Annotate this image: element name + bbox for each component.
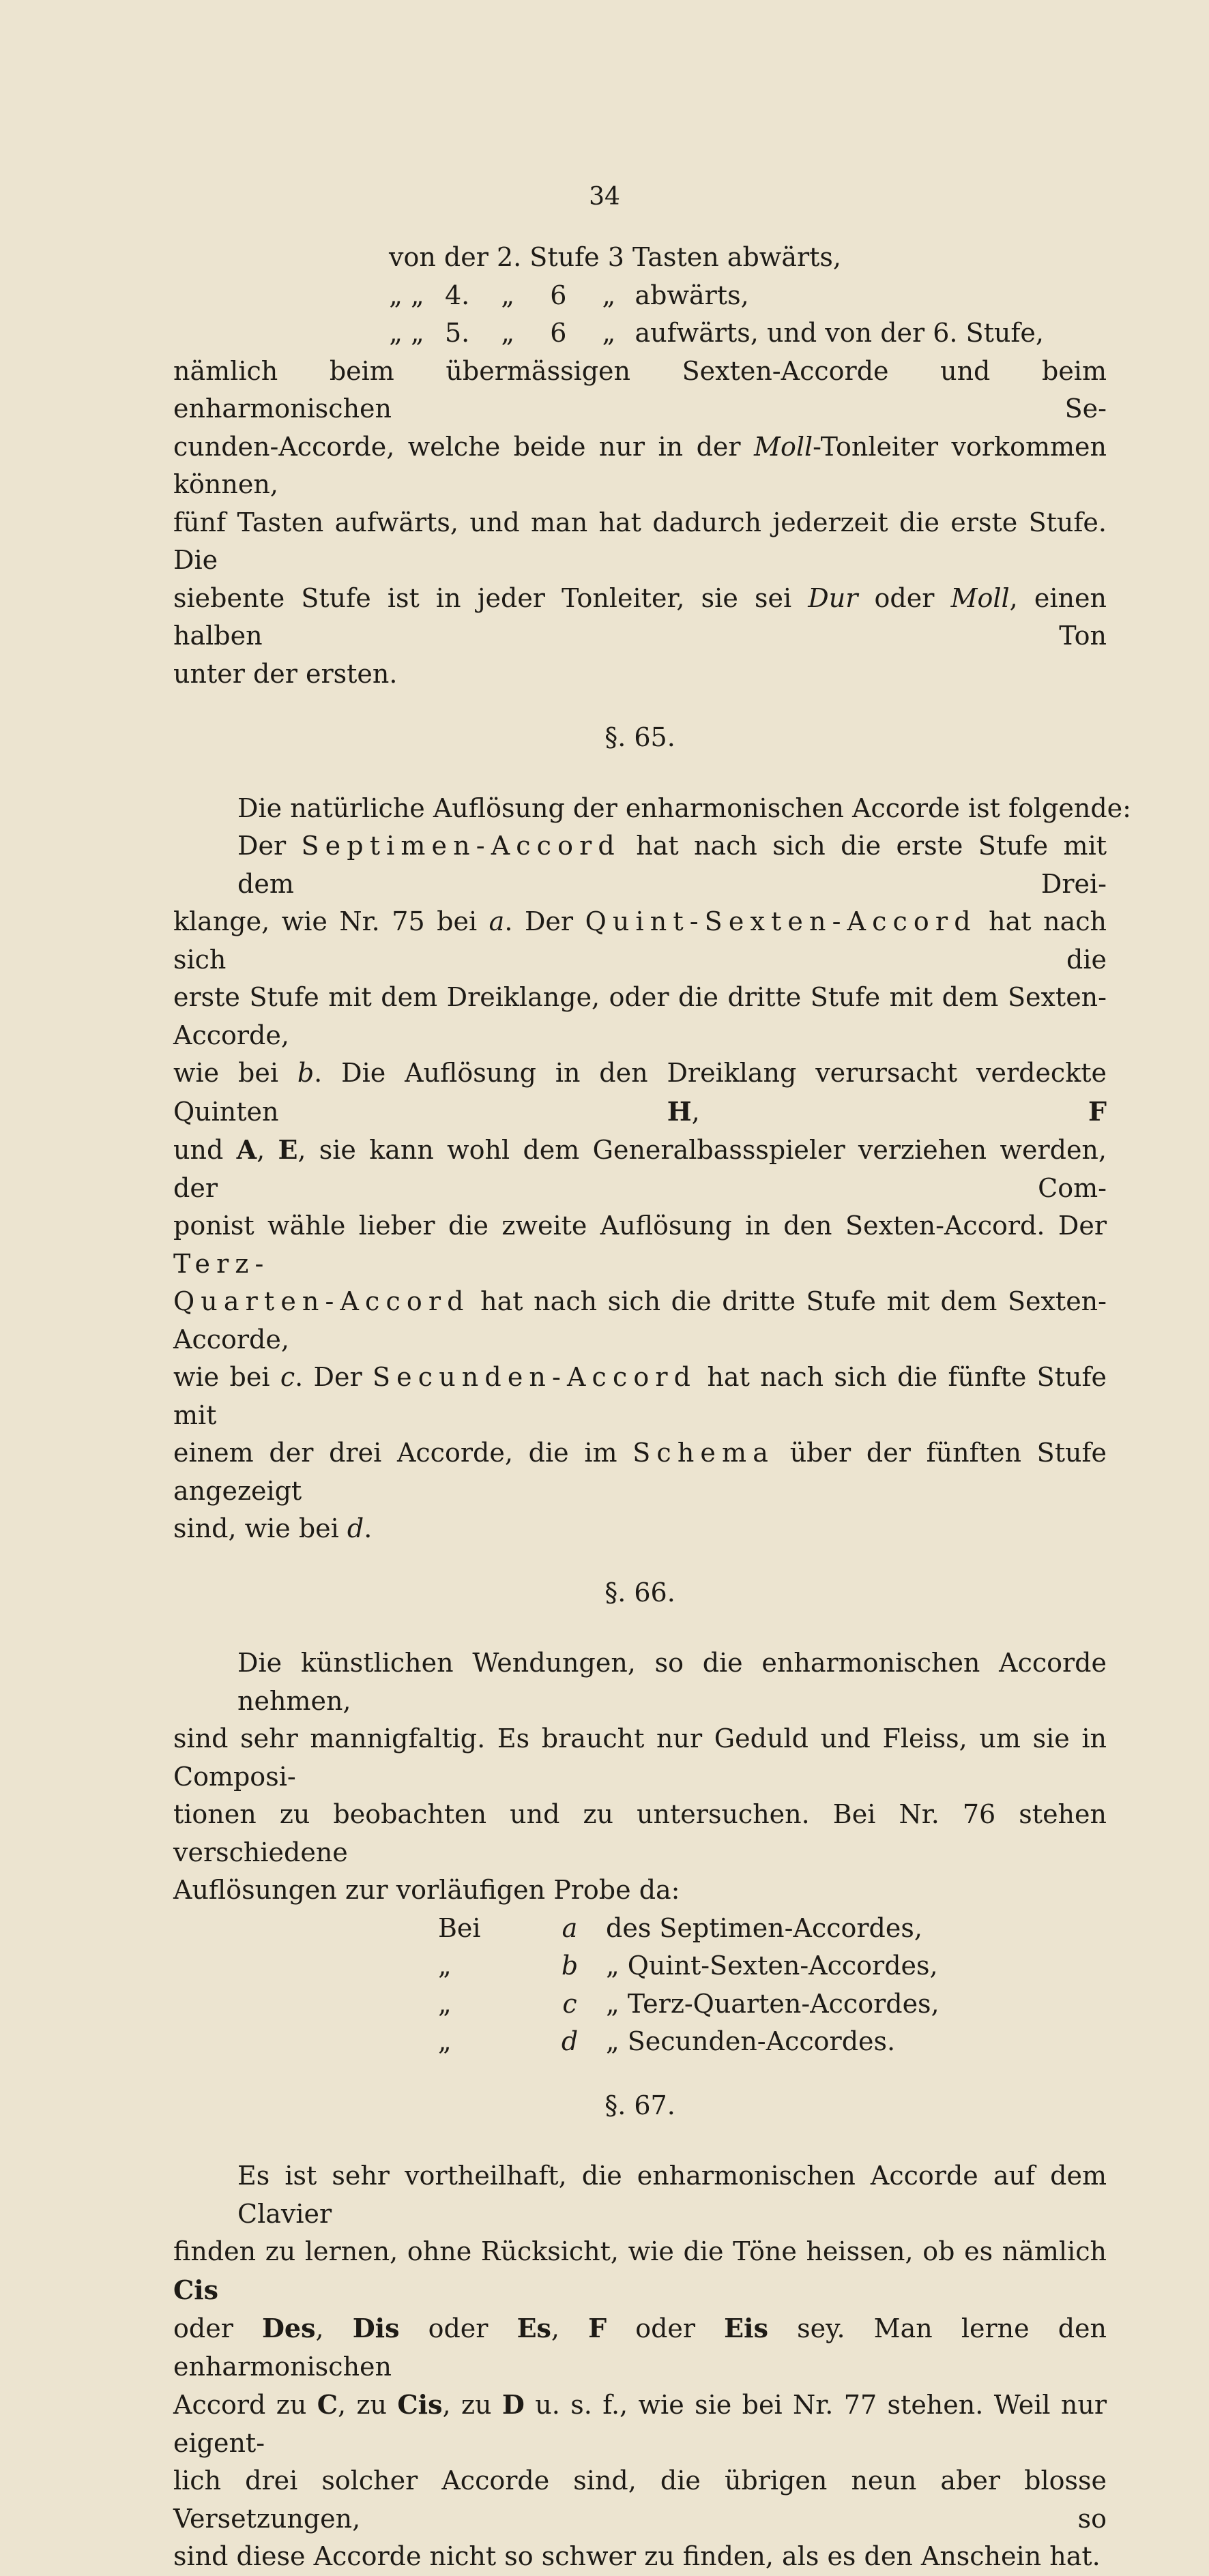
text-span: über der fünften Stufe angezeigt bbox=[173, 1438, 1107, 1506]
section-heading-66: §. 66. bbox=[604, 1577, 675, 1608]
text-span: , sie kann wohl dem Generalbassspieler verziehen werden, der Com- bbox=[173, 1135, 1107, 1203]
text-line: erste Stufe mit dem Dreiklange, oder die dritte Stufe mit dem Sexten-Accorde, bbox=[173, 982, 1107, 1050]
list-prefix: „ bbox=[438, 1988, 452, 2019]
note-name: E bbox=[278, 1134, 298, 1165]
ditto-mark: „ „ bbox=[389, 318, 424, 348]
text-span: sind, wie bei bbox=[173, 1513, 347, 1543]
note-name: Es bbox=[516, 2313, 551, 2343]
text-line: lich drei solcher Accorde sind, die übrigen neun aber blosse Versetzungen, so bbox=[173, 2466, 1107, 2534]
text-span: u. s. f., wie sie bei Nr. 77 stehen. Weil nur eigent- bbox=[173, 2390, 1107, 2458]
spaced-term: Quint-Sexten-Accord bbox=[585, 906, 977, 936]
text-span: hat nach sich die fünfte Stufe mit bbox=[173, 1362, 1107, 1430]
note-name: Cis bbox=[397, 2389, 443, 2420]
text-span: , einen halben Ton bbox=[173, 582, 1107, 651]
text-line bbox=[173, 428, 1107, 504]
text-line: Es ist sehr vortheilhaft, die enharmonischen Accorde auf dem Clavier bbox=[237, 2161, 1107, 2229]
text-span: -Tonleiter vorkommen können, bbox=[173, 431, 1107, 499]
text-span: Der bbox=[237, 831, 302, 861]
ditto-mark: „ bbox=[501, 280, 515, 310]
text-line bbox=[173, 1054, 1107, 1131]
emphasis-dur: Dur bbox=[808, 582, 858, 613]
text-span: , bbox=[691, 1096, 1088, 1127]
text-line bbox=[173, 903, 1107, 979]
text-span: ponist wähle lieber die zweite Auflösung in den Sexten-Accord. Der bbox=[173, 1211, 1107, 1241]
note-name: D bbox=[501, 2389, 525, 2420]
note-name: Dis bbox=[352, 2313, 400, 2343]
text-line: sind sehr mannigfaltig. Es braucht nur Geduld und Fleiss, um sie in Composi- bbox=[173, 1723, 1107, 1792]
text-line: sind diese Accorde nicht so schwer zu finden, als es den Anschein hat. bbox=[173, 2541, 1101, 2571]
tasten-number: 6 bbox=[550, 318, 567, 348]
text-span: . bbox=[364, 1513, 373, 1543]
text-line bbox=[173, 1510, 1107, 1548]
text-span: hat nach sich die bbox=[173, 906, 1107, 975]
stufe-number: 4. bbox=[444, 280, 470, 310]
text-line bbox=[173, 2233, 1107, 2309]
text-line: unter der ersten. bbox=[173, 658, 398, 689]
text-line bbox=[173, 827, 1107, 903]
list-text: des Septimen-Accordes, bbox=[606, 1912, 922, 1943]
example-letter: d bbox=[347, 1513, 364, 1543]
list-item bbox=[173, 1947, 1107, 1985]
text-line: nämlich beim übermässigen Sexten-Accorde und beim enharmonischen Se- bbox=[173, 355, 1107, 424]
text-line bbox=[173, 1359, 1107, 1434]
text-span: . Die Auflösung in den Dreiklang verursacht verdeckte Quinten bbox=[173, 1058, 1107, 1127]
direction-text: aufwärts, und von der 6. Stufe, bbox=[635, 318, 1044, 348]
spaced-term: Terz- bbox=[173, 1248, 270, 1279]
direction-text: abwärts, bbox=[635, 280, 749, 310]
text-span: klange, wie Nr. 75 bei bbox=[173, 906, 489, 936]
text-line: von der 2. Stufe 3 Tasten abwärts, bbox=[389, 242, 841, 272]
text-span: siebente Stufe ist in jeder Tonleiter, sie sei bbox=[173, 582, 809, 613]
text-span: finden zu lernen, ohne Rücksicht, wie die Töne heissen, ob es nämlich bbox=[173, 2236, 1107, 2266]
example-letter: a bbox=[489, 906, 505, 936]
text-line: tionen zu beobachten und zu untersuchen. Bei Nr. 76 stehen verschiedene bbox=[173, 1799, 1107, 1867]
text-line bbox=[173, 1434, 1107, 1510]
list-prefix: „ bbox=[438, 1951, 452, 1981]
text-line: Die künstlichen Wendungen, so die enharmonischen Accorde nehmen, bbox=[237, 1648, 1107, 1716]
text-line bbox=[173, 1283, 1107, 1359]
text-span: hat nach sich die dritte Stufe mit dem Sexten-Accorde, bbox=[173, 1286, 1107, 1354]
spaced-term: Secunden-Accord bbox=[373, 1362, 697, 1392]
example-letter: a bbox=[562, 1912, 578, 1943]
text-span: , bbox=[257, 1135, 278, 1165]
text-span: einem der drei Accorde, die im bbox=[173, 1438, 633, 1468]
emphasis-moll: Moll bbox=[754, 431, 813, 462]
text-span: , zu bbox=[337, 2390, 398, 2420]
page-number: 34 bbox=[589, 183, 620, 211]
list-item bbox=[173, 2023, 1107, 2061]
example-letter: b bbox=[561, 1951, 579, 1981]
list-item bbox=[173, 1985, 1107, 2024]
note-name: F bbox=[588, 2313, 607, 2343]
note-name: Eis bbox=[724, 2313, 768, 2343]
text-line bbox=[173, 277, 1107, 315]
text-line bbox=[173, 2309, 1107, 2386]
text-line: Auflösungen zur vorläufigen Probe da: bbox=[173, 1875, 680, 1905]
list-text: „ Secunden-Accordes. bbox=[606, 2026, 896, 2056]
note-name: F bbox=[1088, 1095, 1107, 1127]
tasten-number: 6 bbox=[550, 280, 567, 310]
text-span: , zu bbox=[442, 2390, 502, 2420]
text-span: und bbox=[173, 1135, 237, 1165]
text-span: , bbox=[315, 2313, 353, 2343]
spaced-term: Schema bbox=[632, 1438, 774, 1468]
page-body bbox=[173, 239, 1131, 2576]
section-heading-67: §. 67. bbox=[604, 2090, 675, 2120]
text-line: Die natürliche Auflösung der enharmonischen Accorde ist folgende: bbox=[237, 793, 1131, 823]
example-letter: b bbox=[297, 1058, 315, 1088]
text-line bbox=[173, 580, 1107, 655]
text-span: , bbox=[551, 2313, 589, 2343]
text-line bbox=[173, 314, 1107, 353]
text-span: oder bbox=[173, 2313, 262, 2343]
ditto-mark: „ bbox=[501, 318, 515, 348]
ditto-mark: „ bbox=[602, 318, 616, 348]
stufe-number: 5. bbox=[444, 318, 470, 348]
text-span: cunden-Accorde, welche beide nur in der bbox=[173, 431, 755, 462]
note-name: C bbox=[317, 2389, 338, 2420]
list-prefix: Bei bbox=[438, 1912, 481, 1943]
example-letter: d bbox=[561, 2026, 579, 2056]
text-span: wie bei bbox=[173, 1362, 280, 1392]
ditto-mark: „ bbox=[602, 280, 616, 310]
note-name: Des bbox=[261, 2313, 316, 2343]
text-line bbox=[173, 2386, 1107, 2462]
text-line bbox=[173, 1207, 1107, 1283]
note-name: A bbox=[236, 1134, 257, 1165]
list-text: „ Terz-Quarten-Accordes, bbox=[606, 1988, 939, 2019]
text-span: oder bbox=[399, 2313, 517, 2343]
text-line: fünf Tasten aufwärts, und man hat dadurch jederzeit die erste Stufe. Die bbox=[173, 507, 1107, 575]
list-prefix: „ bbox=[438, 2026, 452, 2056]
spaced-term: Quarten-Accord bbox=[173, 1286, 470, 1316]
text-span: oder bbox=[858, 582, 951, 613]
spaced-term: Septimen-Accord bbox=[301, 831, 621, 861]
text-span: Accord zu bbox=[173, 2390, 317, 2420]
emphasis-moll: Moll bbox=[950, 582, 1010, 613]
text-line bbox=[173, 1131, 1107, 1207]
example-letter: c bbox=[562, 1988, 577, 2019]
section-heading-65: §. 65. bbox=[604, 722, 675, 752]
list-text: „ Quint-Sexten-Accordes, bbox=[606, 1951, 938, 1981]
text-span: wie bei bbox=[173, 1058, 297, 1088]
text-span: . Der bbox=[504, 906, 585, 936]
text-span: sey. Man lerne den enharmonischen bbox=[173, 2313, 1107, 2382]
note-name: Cis bbox=[173, 2274, 219, 2305]
text-span: . Der bbox=[295, 1362, 373, 1392]
text-span: oder bbox=[607, 2313, 725, 2343]
note-name: H bbox=[667, 1095, 692, 1127]
ditto-mark: „ „ bbox=[389, 280, 424, 310]
text-span: hat nach sich die erste Stufe mit dem Drei- bbox=[237, 831, 1107, 899]
example-letter: c bbox=[280, 1362, 295, 1392]
list-item bbox=[173, 1910, 1107, 1948]
